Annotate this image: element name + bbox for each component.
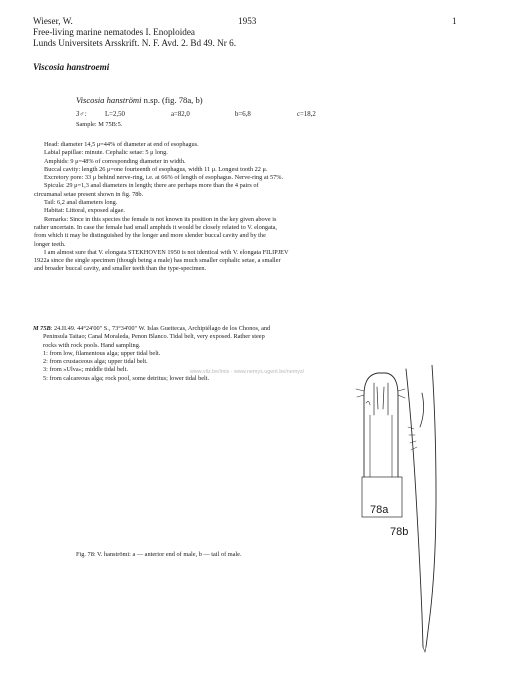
figure-78-drawing xyxy=(340,365,465,655)
taxon-name: Viscosia hanströmi xyxy=(76,95,142,105)
publication-year: 1953 xyxy=(238,16,257,26)
measurement-b: b=6,8 xyxy=(235,111,251,118)
spicula xyxy=(420,393,424,427)
description-labial: Labial papillae: minute. Cephalic setae: 5 μ long. xyxy=(44,149,168,157)
buccal-cavity xyxy=(374,383,388,415)
sample-line: Sample: M 75B:5. xyxy=(76,121,123,128)
station-line-3: rocks with rock pools. Hand sampling. xyxy=(43,341,141,349)
station-code: M 75B xyxy=(33,325,51,332)
remarks-line-3: from which it may be distinguished by the longer and more slender buccal cavity and by the xyxy=(34,232,266,240)
description-block xyxy=(34,141,468,274)
figure-label-b: 78b xyxy=(390,526,409,538)
sample-item: 1: from low, filamentous alga; upper tidal belt. xyxy=(43,349,161,357)
sample-item: 3: from »Ulva«; middle tidal belt. xyxy=(43,366,128,374)
anterior-body-outline xyxy=(364,373,398,477)
sample-item: 5: from calcareous alga; rock pool, some detritus; lower tidal belt. xyxy=(43,374,210,382)
tail-outline-left xyxy=(406,369,423,647)
description-spicula-cont: circumanal setae present shown in fig. 78b. xyxy=(34,190,144,198)
description-head: Head: diameter 14,5 μ=44% of diameter at end of esophagus. xyxy=(44,141,199,148)
description-tail: Tail: 6,2 anal diameters long. xyxy=(44,199,118,207)
measurement-a: a=82,0 xyxy=(171,111,190,118)
amphid xyxy=(366,401,370,405)
station-line-1-rest: : 24.II.49. 44°24'00" S., 73°34'00" W. Islas Gueitecas, Archipiélago de los Chonos, and xyxy=(50,325,271,332)
series-title: Free-living marine nematodes I. Enoploidea xyxy=(33,27,196,37)
measurement-L: L=2,50 xyxy=(105,111,125,118)
station-line-2: Peninsula Taitao; Canal Moraleda, Penon Blanco. Tidal belt, very exposed. Rather steep xyxy=(43,333,265,341)
author-name: Wieser, W. xyxy=(33,16,73,26)
description-buccal: Buccal cavity: length 26 μ=one fourteenth of esophagus, width 11 μ. Longest tooth 22 μ. xyxy=(44,165,268,173)
tail-tip xyxy=(423,647,426,652)
remarks-line-5: I am almost sure that V. elongata STEKHOVEN 1950 is not identical with V. elongata FILIPJEV xyxy=(44,248,289,256)
tail-outline-right xyxy=(426,365,436,647)
description-amphids: Amphids: 9 μ=48% of corresponding diameter in width. xyxy=(44,157,186,165)
taxon-status: n.sp. (fig. 78a, b) xyxy=(141,95,203,105)
measurements-row xyxy=(76,111,316,118)
watermark-text: www.vliz.be/imis · www.nemys.ugent.be/nemys/ xyxy=(190,369,305,375)
remarks-line-7: and broader buccal cavity, and smaller teeth than the type-specimen. xyxy=(34,265,207,273)
station-line-1 xyxy=(33,325,270,333)
remarks-line-1: Remarks: Since in this species the female is not known its position in the key given above is xyxy=(44,215,277,223)
species-heading: Viscosia hanstroemi xyxy=(33,62,110,72)
figure-caption: Fig. 78: V. hanströmi: a — anterior end of male, b — tail of male. xyxy=(76,551,242,558)
description-spicula: Spicula: 29 μ=1,3 anal diameters in length; there are perhaps more than the 4 pairs of xyxy=(44,182,259,190)
page-number: 1 xyxy=(452,16,457,26)
buccal-teeth xyxy=(377,387,384,409)
remarks-line-6: 1922a since the single specimen (though being a male) has much smaller cephalic setae, a smaller xyxy=(34,257,281,265)
remarks-line-2: rather uncertain. In case the female had small amphids it would be closely related to V. elongata, xyxy=(34,223,277,231)
sample-item: 2: from crustaceous alga; upper tidal belt. xyxy=(43,358,148,366)
description-excretory: Excretory pore: 33 μ behind nerve-ring, i.e. at 66% of length of esophagus. Nerve-ring at 57%. xyxy=(44,174,284,182)
sex-count: 3♂: xyxy=(76,111,87,118)
taxon-line xyxy=(76,95,203,105)
journal-citation: Lunds Universitets Arsskrift. N. F. Avd. 2. Bd 49. Nr 6. xyxy=(33,38,237,48)
measurement-c: c=18,2 xyxy=(297,111,316,118)
description-habitat: Habitat: Littoral, exposed algae. xyxy=(44,207,125,215)
esophagus xyxy=(370,415,392,477)
figure-label-a: 78a xyxy=(370,504,389,516)
remarks-line-4: longer teeth. xyxy=(34,240,66,248)
